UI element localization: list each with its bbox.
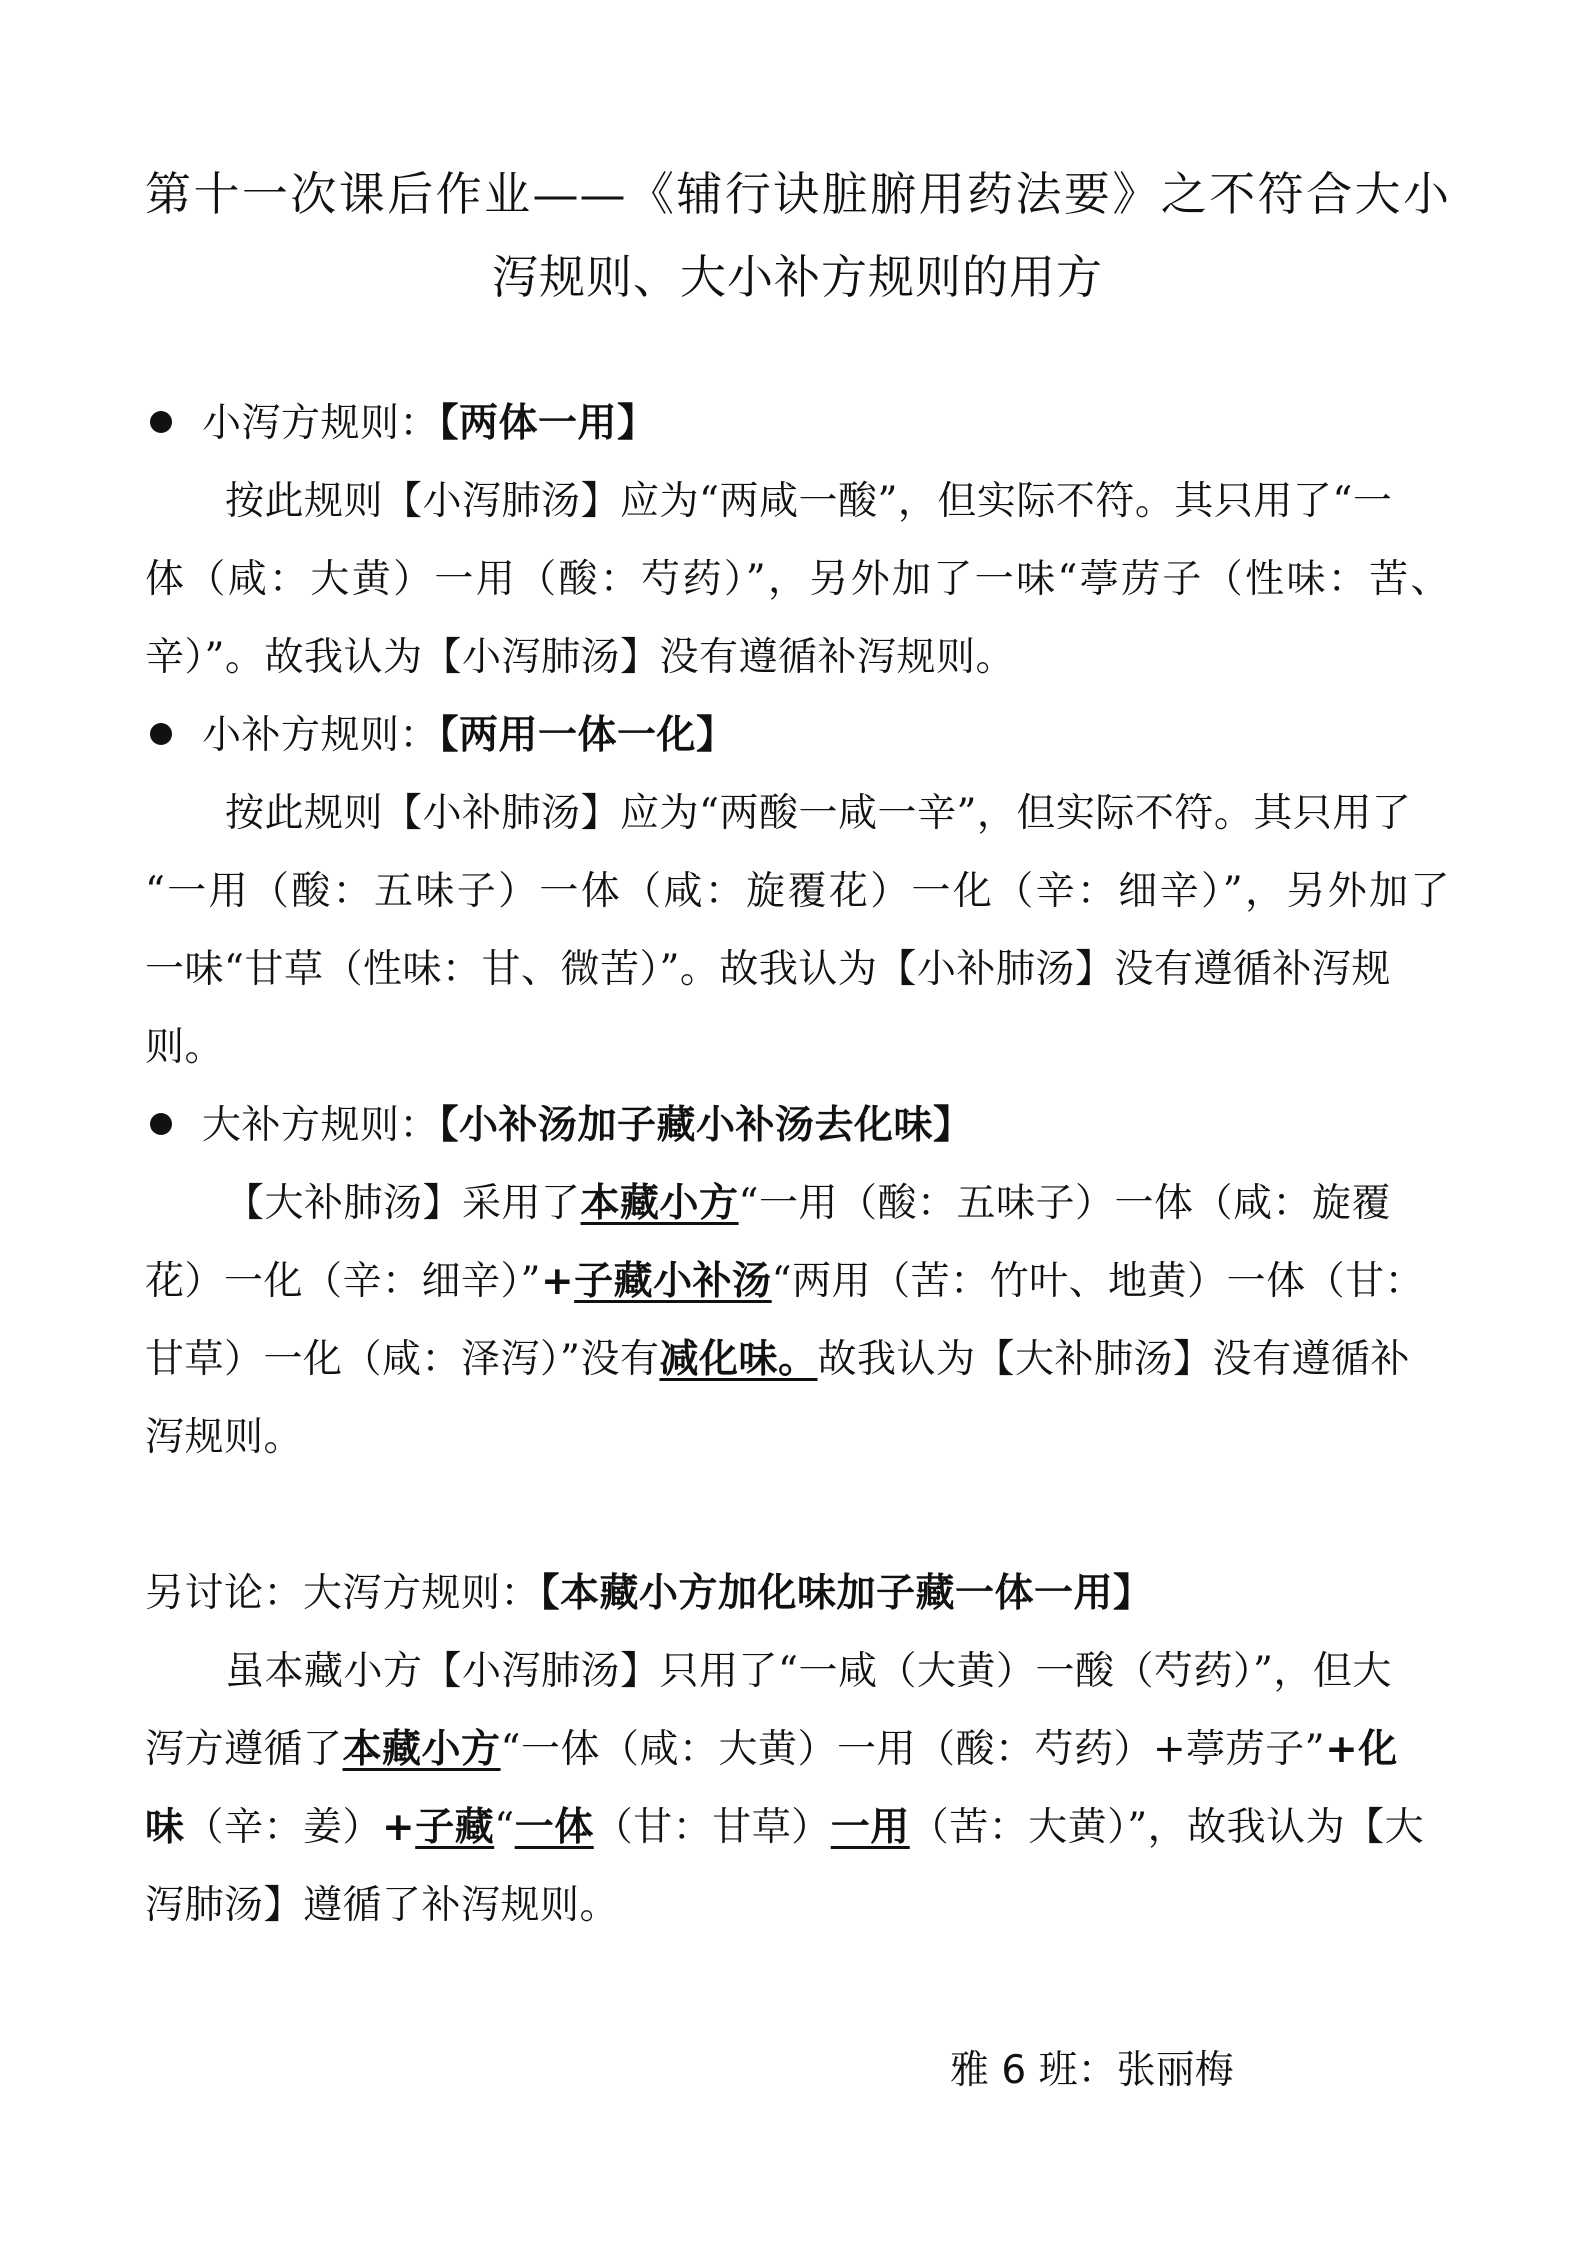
formula-name: 【小泻肺汤】 [422,1649,660,1694]
emphasis-text: 本藏小方 [342,1727,501,1772]
heading-label: 小泻方规则： [202,401,440,446]
heading-rule: 【两体一用】 [439,401,657,446]
heading-label: 另讨论：大泻方规则： [145,1571,541,1616]
formula-name: 【小补肺汤】 [877,947,1115,992]
emphasis-text: 子藏 [415,1805,495,1850]
paragraph-line: 按此规则【小泻肺汤】应为“两咸一酸”，但实际不符。其只用了“一 [225,479,1393,524]
bullet-icon [150,723,172,745]
formula-name: 【大补肺汤】 [975,1337,1213,1382]
formula-name: 【小泻肺汤】 [383,479,621,524]
formula-name: 【小补肺汤】 [383,791,621,836]
emphasis-text: 减化味。 [659,1337,818,1382]
emphasis-text: 本藏小方 [580,1181,739,1226]
heading-rule: 【两用一体一化】 [439,713,736,758]
section-heading-small-purge [150,385,1450,463]
paragraph-line: 虽本藏小方【小泻肺汤】只用了“一咸（大黄）一酸（芍药）”，但大 [225,1649,1392,1694]
paragraph-line: 按此规则【小补肺汤】应为“两酸一咸一辛”，但实际不符。其只用了 [225,791,1412,836]
paragraph-line: 甘草）一化（咸：泽泻）”没有减化味。故我认为【大补肺汤】没有遵循补 [145,1337,1411,1382]
emphasis-text: 一体 [514,1805,594,1850]
section-heading-large-tonify [150,1087,1450,1165]
paragraph-line: 味（辛：姜）+子藏“一体（甘：甘草）一用（苦：大黄）”，故我认为【大 [145,1805,1425,1850]
paragraph-line: 则。 [145,1025,225,1070]
paragraph-line: 泻肺汤】遵循了补泻规则。 [145,1883,620,1928]
paragraph-line: 一味“甘草（性味：甘、微苦）”。故我认为【小补肺汤】没有遵循补泻规 [145,947,1391,992]
emphasis-text: 一用 [830,1805,910,1850]
paragraph-line: 泻规则。 [145,1415,304,1460]
heading-rule: 【小补汤加子藏小补汤去化味】 [439,1103,973,1148]
formula-name: 【小泻肺汤】 [422,635,660,680]
emphasis-text: 子藏小补汤 [574,1259,772,1304]
heading-label: 大补方规则： [202,1103,440,1148]
bullet-icon [150,411,172,433]
paragraph-line: 泻方遵循了本藏小方“一体（咸：大黄）一用（酸：芍药）+葶苈子”+化 [145,1727,1398,1772]
paragraph-line: 【大补肺汤】采用了本藏小方“一用（酸：五味子）一体（咸：旋覆 [225,1181,1391,1226]
heading-label: 小补方规则： [202,713,440,758]
section-heading-large-purge [145,1555,1450,1633]
formula-name: 【大补肺汤】 [225,1181,463,1226]
heading-rule: 【本藏小方加化味加子藏一体一用】 [540,1571,1153,1616]
paragraph-line: 辛）”。故我认为【小泻肺汤】没有遵循补泻规则。 [145,635,1015,680]
page-title-line-2: 泻规则、大小补方规则的用方 [492,250,1103,304]
emphasis-text: +化 [1325,1727,1398,1772]
page-title-line-1: 第十一次课后作业——《辅行诀脏腑用药法要》之不符合大小 [145,167,1450,221]
section-heading-small-tonify [150,697,1450,775]
author-signature: 雅 6 班：张丽梅 [950,2048,1234,2093]
paragraph-line: 花）一化（辛：细辛）”+子藏小补汤“两用（苦：竹叶、地黄）一体（甘： [145,1259,1425,1304]
paragraph-line: 体（咸：大黄）一用（酸：芍药）”，另外加了一味“葶苈子（性味：苦、 [145,557,1450,602]
bullet-icon [150,1113,172,1135]
paragraph-line: “一用（酸：五味子）一体（咸：旋覆花）一化（辛：细辛）”，另外加了 [145,869,1450,914]
